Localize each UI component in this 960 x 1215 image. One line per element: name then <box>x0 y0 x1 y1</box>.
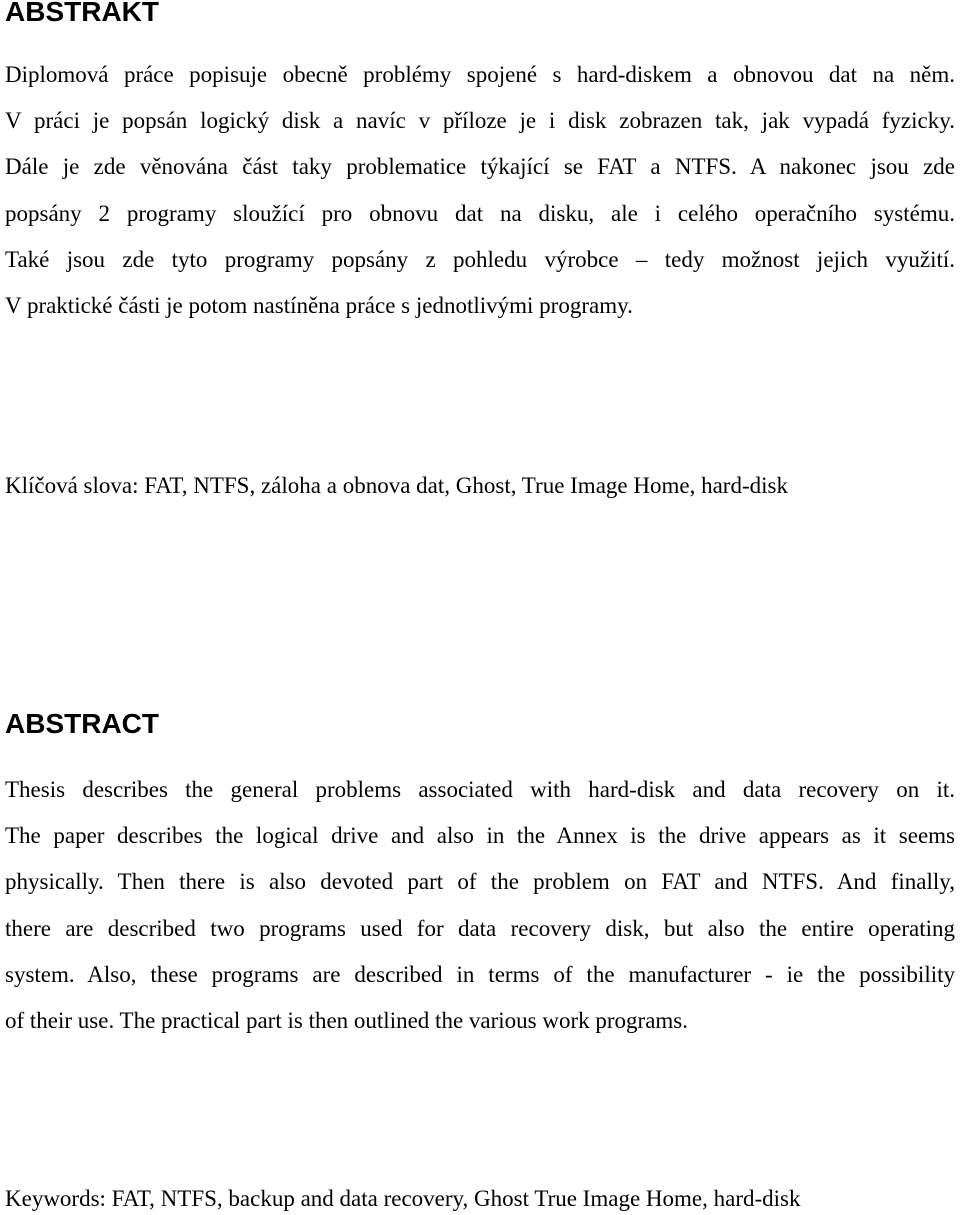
english-abstract-heading: ABSTRACT <box>5 708 159 739</box>
czech-abstract-line: Diplomová práce popisuje obecně problémy spojené s hard-diskem a obnovou dat na něm. <box>5 62 955 87</box>
english-abstract-paragraph <box>5 767 955 1044</box>
czech-abstract-line: popsány 2 programy sloužící pro obnovu dat na disku, ale i celého operačního systému. <box>5 200 955 226</box>
czech-abstract-line: V práci je popsán logický disk a navíc v příloze je i disk zobrazen tak, jak vypadá fyzicky. <box>5 108 955 134</box>
english-abstract-line: of their use. The practical part is then outlined the various work programs. <box>5 1007 688 1033</box>
czech-abstract-paragraph <box>5 52 955 329</box>
english-abstract-line: The paper describes the logical drive and also in the Annex is the drive appears as it seems <box>5 823 955 849</box>
english-abstract-line: there are described two programs used for data recovery disk, but also the entire operating <box>5 915 955 941</box>
english-abstract-line: system. Also, these programs are described in terms of the manufacturer - ie the possibility <box>5 961 955 987</box>
english-keywords: Keywords: FAT, NTFS, backup and data recovery, Ghost True Image Home, hard-disk <box>5 1186 801 1211</box>
czech-abstract-line: Také jsou zde tyto programy popsány z pohledu výrobce – tedy možnost jejich využití. <box>5 246 955 272</box>
english-abstract-line: physically. Then there is also devoted part of the problem on FAT and NTFS. And finally, <box>5 869 955 895</box>
english-abstract-line: Thesis describes the general problems associated with hard-disk and data recovery on it. <box>5 777 955 802</box>
czech-abstract-line: V praktické části je potom nastíněna práce s jednotlivými programy. <box>5 292 633 318</box>
czech-keywords: Klíčová slova: FAT, NTFS, záloha a obnova dat, Ghost, True Image Home, hard-disk <box>5 473 788 498</box>
czech-abstract-heading: ABSTRAKT <box>5 0 159 27</box>
czech-abstract-line: Dále je zde věnována část taky problematice týkající se FAT a NTFS. A nakonec jsou zde <box>5 154 955 180</box>
